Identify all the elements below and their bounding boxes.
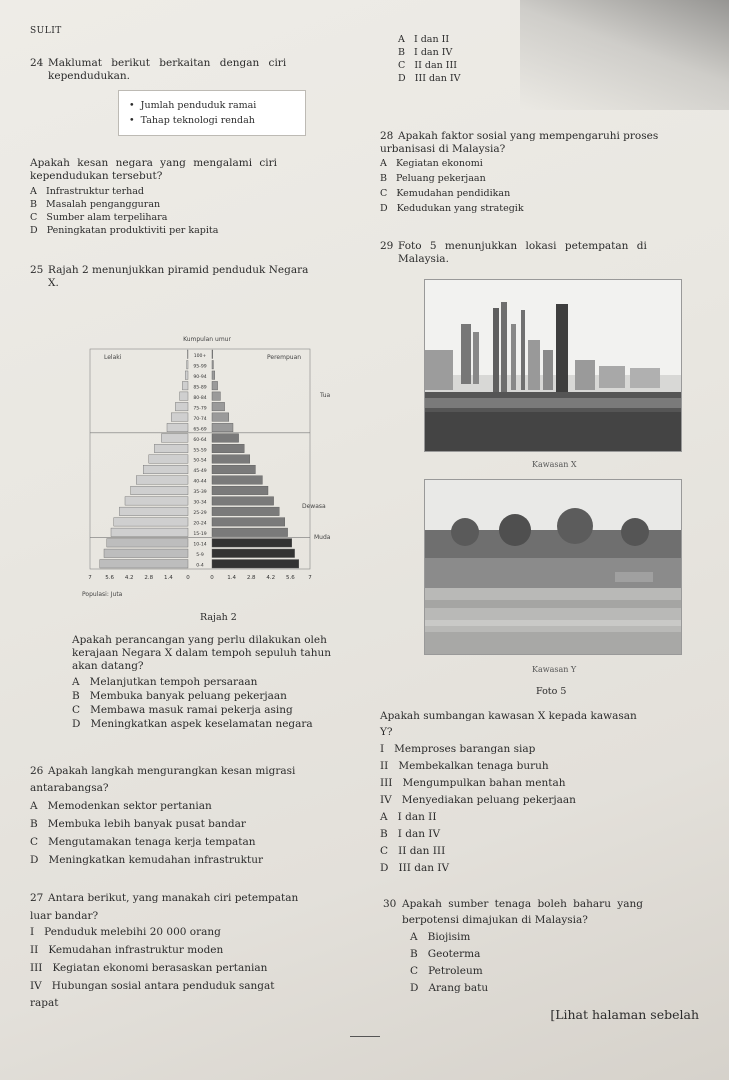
option-a[interactable]: A Biojisim — [410, 931, 471, 943]
question-stem: Rajah 2 menunjukkan piramid penduduk Negara — [48, 264, 309, 276]
question-prompt: Apakah perancangan yang perlu dilakukan oleh — [72, 634, 327, 646]
bar-lelaki-0-4 — [100, 560, 188, 568]
x-tick-left: 2.8 — [144, 575, 154, 581]
question-stem: Apakah faktor sosial yang mempengaruhi proses — [398, 130, 659, 142]
question-stem: Maklumat berikut berkaitan dengan ciri — [48, 57, 287, 69]
statement-i: I Penduduk melebihi 20 000 orang — [30, 926, 221, 938]
bar-lelaki-100+ — [187, 350, 188, 358]
chart-x-label: Populasi: Juta — [82, 591, 123, 598]
bar-lelaki-45-49 — [143, 465, 188, 473]
info-box — [118, 90, 306, 136]
label-tua: Tua — [320, 392, 331, 399]
label-dewasa: Dewasa — [302, 503, 326, 510]
photo-kawasan-y — [424, 479, 682, 655]
statement-iii: III Mengumpulkan bahan mentah — [380, 777, 566, 789]
age-label-50-54: 50-54 — [193, 458, 207, 464]
bar-lelaki-85-89 — [182, 381, 188, 389]
statement-iv-cont: rapat — [30, 997, 59, 1009]
age-label-100+: 100+ — [193, 353, 207, 359]
age-label-40-44: 40-44 — [193, 479, 207, 485]
bar-lelaki-30-34 — [125, 497, 188, 505]
bar-perempuan-90-94 — [212, 371, 215, 379]
page-header: SULIT — [30, 26, 62, 36]
option-d[interactable]: D III dan IV — [380, 862, 450, 874]
bar-lelaki-70-74 — [171, 413, 188, 421]
bar-lelaki-60-64 — [161, 434, 188, 442]
bar-perempuan-0-4 — [212, 560, 299, 568]
option-d[interactable]: D III dan IV — [398, 73, 461, 84]
option-c[interactable]: C Petroleum — [410, 965, 483, 977]
statement-ii: II Kemudahan infrastruktur moden — [30, 944, 224, 956]
question-number: 24 — [30, 57, 44, 69]
bar-perempuan-80-84 — [212, 392, 220, 400]
question-stem-cont: antarabangsa? — [30, 782, 109, 794]
question-prompt: Apakah sumbangan kawasan X kepada kawasan — [380, 710, 637, 722]
statement-i: I Memproses barangan siap — [380, 743, 536, 755]
age-label-60-64: 60-64 — [193, 437, 207, 443]
option-a[interactable]: A I dan II — [398, 34, 450, 45]
option-d[interactable]: D Arang batu — [410, 982, 489, 994]
statement-iv: IV Menyediakan peluang pekerjaan — [380, 794, 576, 806]
question-prompt: Apakah kesan negara yang mengalami ciri — [30, 157, 278, 169]
page-footer: [Lihat halaman sebelah — [550, 1007, 699, 1022]
question-number: 26 — [30, 765, 44, 777]
option-c[interactable]: C Kemudahan pendidikan — [380, 188, 511, 199]
option-a[interactable]: A Kegiatan ekonomi — [380, 158, 483, 169]
bar-lelaki-80-84 — [180, 392, 188, 400]
bar-perempuan-70-74 — [212, 413, 229, 421]
question-stem-cont: luar bandar? — [30, 910, 99, 922]
statement-iv: IV Hubungan sosial antara penduduk sangat — [30, 980, 275, 992]
option-a[interactable]: A I dan II — [380, 811, 437, 823]
age-label-90-94: 90-94 — [193, 374, 207, 380]
bar-perempuan-30-34 — [212, 497, 274, 505]
x-tick-left: 4.2 — [124, 575, 134, 581]
bar-lelaki-75-79 — [175, 402, 188, 410]
option-d[interactable]: D Peningkatan produktiviti per kapita — [30, 225, 219, 236]
question-stem: Foto 5 menunjukkan lokasi petempatan di — [398, 240, 647, 252]
photo-x-label: Kawasan X — [532, 460, 577, 469]
x-tick-right: 1.4 — [227, 575, 236, 581]
label-male: Lelaki — [104, 354, 122, 361]
bar-lelaki-10-14 — [107, 539, 188, 547]
x-tick-left: 7 — [88, 575, 92, 581]
question-stem: Apakah langkah mengurangkan kesan migrasi — [48, 765, 296, 777]
option-c[interactable]: C II dan III — [398, 60, 458, 71]
bar-lelaki-20-24 — [114, 518, 188, 526]
figure-caption: Rajah 2 — [200, 612, 237, 623]
bar-lelaki-5-9 — [104, 549, 188, 557]
x-tick-left: 0 — [186, 575, 190, 581]
option-c[interactable]: C II dan III — [380, 845, 446, 857]
question-prompt-cont: kerajaan Negara X dalam tempoh sepuluh tahun — [72, 647, 332, 659]
page-shadow — [520, 0, 729, 110]
bar-perempuan-35-39 — [212, 486, 268, 494]
question-number: 29 — [380, 240, 394, 252]
option-b[interactable]: B I dan IV — [380, 828, 441, 840]
option-b[interactable]: B I dan IV — [398, 47, 453, 58]
question-stem-cont: urbanisasi di Malaysia? — [380, 143, 506, 155]
option-c[interactable]: C Mengutamakan tenaga kerja tempatan — [30, 836, 256, 848]
bar-perempuan-55-59 — [212, 444, 244, 452]
bar-perempuan-10-14 — [212, 539, 292, 547]
bar-lelaki-15-19 — [111, 528, 188, 536]
question-stem: Apakah sumber tenaga boleh baharu yang — [402, 898, 643, 910]
age-label-70-74: 70-74 — [193, 416, 207, 422]
bar-perempuan-20-24 — [212, 518, 285, 526]
option-d[interactable]: D Meningkatkan kemudahan infrastruktur — [30, 854, 264, 866]
x-tick-left: 5.6 — [105, 575, 114, 581]
bar-lelaki-25-29 — [119, 507, 188, 515]
question-prompt-cont: akan datang? — [72, 660, 144, 672]
age-label-15-19: 15-19 — [193, 532, 207, 538]
bar-lelaki-65-69 — [167, 423, 188, 431]
option-b[interactable]: B Peluang pekerjaan — [380, 173, 486, 184]
city-photo-drawing — [425, 280, 681, 451]
bar-lelaki-95-99 — [187, 360, 188, 368]
question-stem: Antara berikut, yang manakah ciri petempatan — [48, 892, 299, 904]
option-a[interactable]: A Infrastruktur terhad — [30, 186, 144, 197]
option-b[interactable]: B Membuka lebih banyak pusat bandar — [30, 818, 246, 830]
bar-lelaki-90-94 — [185, 371, 188, 379]
bar-lelaki-35-39 — [131, 486, 188, 494]
question-stem-cont: Malaysia. — [398, 253, 449, 265]
bar-perempuan-50-54 — [212, 455, 250, 463]
x-tick-right: 4.2 — [266, 575, 276, 581]
statement-ii: II Membekalkan tenaga buruh — [380, 760, 549, 772]
option-c[interactable]: C Membawa masuk ramai pekerja asing — [72, 704, 293, 716]
x-tick-right: 2.8 — [246, 575, 256, 581]
age-label-25-29: 25-29 — [193, 511, 207, 517]
age-label-55-59: 55-59 — [193, 448, 207, 454]
age-label-45-49: 45-49 — [193, 469, 207, 475]
age-label-80-84: 80-84 — [193, 395, 207, 401]
x-tick-right: 5.6 — [286, 575, 295, 581]
label-muda: Muda — [314, 534, 331, 541]
photo-y-label: Kawasan Y — [532, 665, 577, 674]
option-d[interactable]: D Kedudukan yang strategik — [380, 203, 524, 214]
question-stem-cont: berpotensi dimajukan di Malaysia? — [402, 914, 588, 926]
bar-perempuan-100+ — [212, 350, 213, 358]
question-prompt-cont: kependudukan tersebut? — [30, 170, 163, 182]
info-box-item: • Tahap teknologi rendah — [129, 115, 255, 126]
rural-photo-drawing — [425, 480, 681, 654]
bar-perempuan-85-89 — [212, 381, 218, 389]
option-d[interactable]: D Meningkatkan aspek keselamatan negara — [72, 718, 313, 730]
age-label-95-99: 95-99 — [193, 364, 207, 370]
age-label-35-39: 35-39 — [193, 490, 207, 496]
question-prompt-cont: Y? — [380, 726, 393, 738]
option-a[interactable]: A Melanjutkan tempoh persaraan — [72, 676, 258, 688]
option-a[interactable]: A Memodenkan sektor pertanian — [30, 800, 212, 812]
option-b[interactable]: B Masalah pengangguran — [30, 199, 161, 210]
bar-perempuan-45-49 — [212, 465, 255, 473]
question-stem-cont: X. — [48, 277, 59, 289]
question-number: 25 — [30, 264, 44, 276]
photo-kawasan-x — [424, 279, 682, 452]
bar-perempuan-65-69 — [212, 423, 233, 431]
bar-perempuan-40-44 — [212, 476, 262, 484]
bar-perempuan-60-64 — [212, 434, 239, 442]
statement-iii: III Kegiatan ekonomi berasaskan pertanian — [30, 962, 268, 974]
age-label-30-34: 30-34 — [193, 500, 207, 506]
x-tick-right: 7 — [308, 575, 312, 581]
question-stem-cont: kependudukan. — [48, 70, 130, 82]
question-number: 28 — [380, 130, 394, 142]
info-box-item: • Jumlah penduduk ramai — [129, 100, 257, 111]
x-tick-left: 1.4 — [164, 575, 173, 581]
label-female: Perempuan — [267, 354, 302, 361]
question-number: 27 — [30, 892, 44, 904]
bar-perempuan-25-29 — [212, 507, 279, 515]
age-label-5-9: 5-9 — [196, 553, 204, 559]
option-c[interactable]: C Sumber alam terpelihara — [30, 212, 168, 223]
population-pyramid-chart — [82, 333, 352, 608]
footer-rule — [350, 1036, 380, 1037]
bar-perempuan-75-79 — [212, 402, 225, 410]
question-number: 30 — [383, 898, 397, 910]
age-label-75-79: 75-79 — [193, 406, 207, 412]
age-label-20-24: 20-24 — [193, 521, 207, 527]
x-tick-right: 0 — [210, 575, 214, 581]
age-label-85-89: 85-89 — [193, 385, 207, 391]
age-label-0-4: 0-4 — [196, 563, 204, 569]
bar-lelaki-40-44 — [136, 476, 188, 484]
bar-perempuan-95-99 — [212, 360, 213, 368]
bar-lelaki-55-59 — [154, 444, 188, 452]
bar-perempuan-5-9 — [212, 549, 295, 557]
age-label-10-14: 10-14 — [193, 542, 207, 548]
chart-title: Kumpulan umur — [183, 336, 231, 343]
option-b[interactable]: B Membuka banyak peluang pekerjaan — [72, 690, 287, 702]
option-b[interactable]: B Geoterma — [410, 948, 481, 960]
figure-caption: Foto 5 — [536, 686, 567, 697]
bar-lelaki-50-54 — [149, 455, 188, 463]
bar-perempuan-15-19 — [212, 528, 288, 536]
age-label-65-69: 65-69 — [193, 427, 207, 433]
